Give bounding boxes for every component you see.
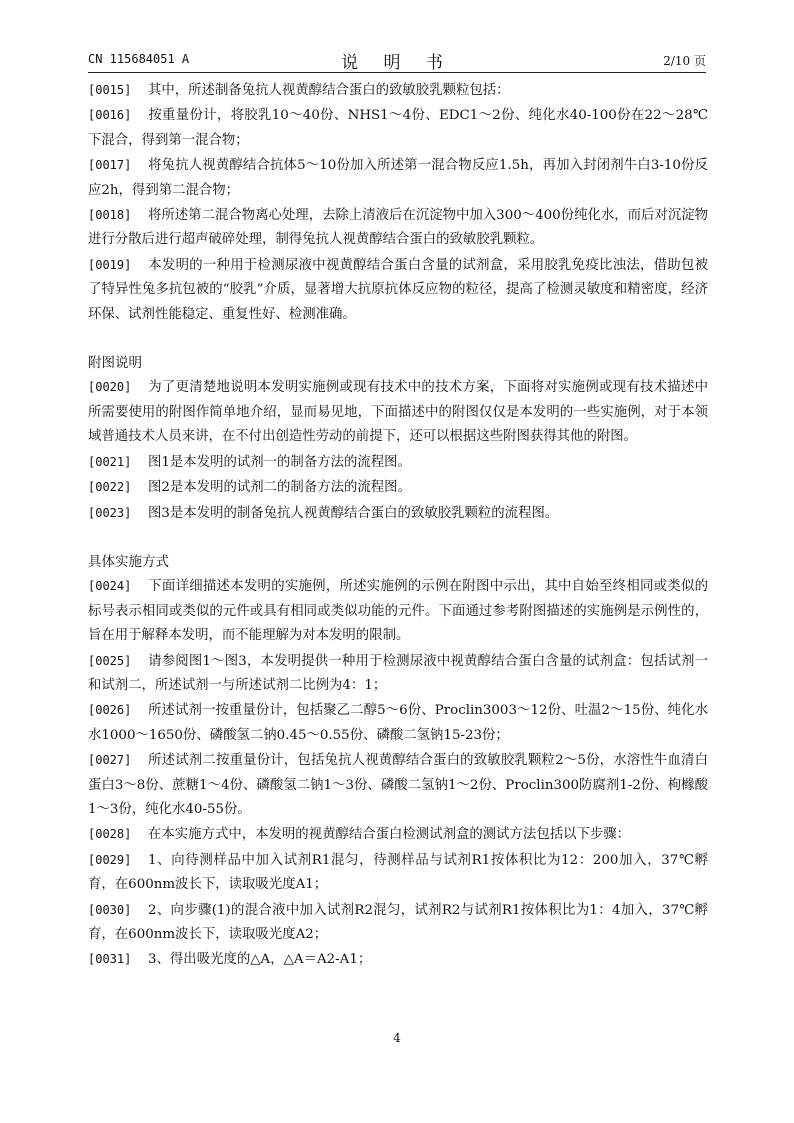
paragraph-number: [0024] bbox=[88, 579, 132, 594]
paragraph bbox=[88, 748, 708, 822]
paragraph bbox=[88, 501, 708, 526]
paragraph-number: [0030] bbox=[88, 902, 132, 917]
paragraph-number: [0015] bbox=[88, 83, 132, 97]
paragraph-text: 图2是本发明的试剂二的制备方法的流程图。 bbox=[148, 480, 411, 496]
paragraph-text: 所述试剂二按重量份计，包括兔抗人视黄醇结合蛋白的致敏胶乳颗粒2～5份，水溶性牛血清白蛋白3～8份、蔗糖1～4份、磷酸氢二钠1～3份、磷酸二氢钠1～2份、Proclin300防腐剂1-2份、枸橼酸1～3份，纯化水40-55份。 bbox=[88, 753, 708, 817]
paragraph bbox=[88, 375, 708, 449]
paragraph-text: 下面详细描述本发明的实施例，所述实施例的示例在附图中示出，其中自始至终相同或类似的标号表示相同或类似的元件或具有相同或类似功能的元件。下面通过参考附图描述的实施例是示例性的，旨在用于解释本发明，而不能理解为对本发明的限制。 bbox=[88, 579, 708, 644]
paragraph bbox=[88, 103, 708, 153]
paragraph bbox=[88, 848, 708, 898]
paragraph-number: [0031] bbox=[88, 952, 132, 967]
paragraph-text: 图1是本发明的试剂一的制备方法的流程图。 bbox=[148, 454, 411, 470]
paragraph bbox=[88, 947, 708, 972]
document-title: 说 明 书 bbox=[341, 53, 453, 73]
document-body bbox=[88, 78, 708, 973]
paragraph-number: [0025] bbox=[88, 653, 132, 668]
paragraph-number: [0023] bbox=[88, 505, 132, 520]
paragraph bbox=[88, 253, 708, 327]
paragraph-text: 在本实施方式中，本发明的视黄醇结合蛋白检测试剂盒的测试方法包括以下步骤： bbox=[148, 827, 631, 843]
paragraph-number: [0020] bbox=[88, 380, 132, 395]
page-header bbox=[88, 48, 706, 73]
paragraph-text: 本发明的一种用于检测尿液中视黄醇结合蛋白含量的试剂盒，采用胶乳免疫比浊法，借助包被了特异性兔多抗包被的“胶乳”介质，显著增大抗原抗体反应物的粒径，提高了检测灵敏度和精密度，经济环保、试剂性能稳定、重复性好、检测准确。 bbox=[88, 257, 708, 322]
page-indicator: 2/10 页 bbox=[663, 54, 706, 68]
paragraph-number: [0026] bbox=[88, 703, 132, 718]
paragraph-number: [0029] bbox=[88, 852, 132, 867]
paragraph bbox=[88, 898, 708, 948]
section-heading: 具体实施方式 bbox=[88, 553, 169, 570]
paragraph-number: [0022] bbox=[88, 480, 132, 495]
paragraph-number: [0019] bbox=[88, 257, 132, 272]
header-divider bbox=[88, 72, 706, 73]
paragraph bbox=[88, 649, 708, 699]
section-heading: 附图说明 bbox=[88, 355, 142, 372]
paragraph-text: 将所述第二混合物离心处理，去除上清液后在沉淀物中加入300～400份纯化水，而后对沉淀物进行分散后进行超声破碎处理，制得兔抗人视黄醇结合蛋白的致敏胶乳颗粒。 bbox=[88, 208, 708, 248]
document-number: CN 115684051 A bbox=[88, 52, 190, 66]
paragraph-text: 请参阅图1～图3，本发明提供一种用于检测尿液中视黄醇结合蛋白含量的试剂盒：包括试剂一和试剂二，所述试剂一与所述试剂二比例为4：1； bbox=[88, 653, 708, 693]
paragraph-text: 所述试剂一按重量份计，包括聚乙二醇5～6份、Proclin3003～12份、吐温2～15份、纯化水水1000～1650份、磷酸氢二钠0.45～0.55份、磷酸二氢钠15-23份； bbox=[88, 703, 708, 743]
paragraph bbox=[88, 698, 708, 748]
paragraph-number: [0018] bbox=[88, 208, 132, 223]
paragraph-text: 3、得出吸光度的△A，△A＝A2-A1； bbox=[148, 952, 372, 968]
paragraph bbox=[88, 203, 708, 253]
paragraph bbox=[88, 475, 708, 500]
page-number: 4 bbox=[393, 1031, 401, 1045]
paragraph-text: 为了更清楚地说明本发明实施例或现有技术中的技术方案，下面将对实施例或现有技术描述中所需要使用的附图作简单地介绍，显而易见地，下面描述中的附图仅仅是本发明的一些实施例，对于本领域普通技术人员来讲，在不付出创造性劳动的前提下，还可以根据这些附图获得其他的附图。 bbox=[88, 380, 708, 445]
paragraph-text: 按重量份计，将胶乳10～40份、NHS1～4份、EDC1～2份、纯化水40-100份在22～28℃下混合，得到第一混合物； bbox=[88, 108, 708, 148]
paragraph-number: [0021] bbox=[88, 454, 132, 469]
paragraph-text: 其中，所述制备兔抗人视黄醇结合蛋白的致敏胶乳颗粒包括： bbox=[148, 83, 510, 98]
paragraph-text: 1、向待测样品中加入试剂R1混匀，待测样品与试剂R1按体积比为12：200加入，37℃孵育，在600nm波长下，读取吸光度A1； bbox=[88, 852, 708, 893]
paragraph-number: [0017] bbox=[88, 158, 132, 173]
paragraph bbox=[88, 450, 708, 475]
paragraph bbox=[88, 574, 708, 648]
paragraph-number: [0028] bbox=[88, 827, 132, 842]
paragraph bbox=[88, 822, 708, 847]
paragraph-text: 将兔抗人视黄醇结合抗体5～10份加入所述第一混合物反应1.5h，再加入封闭剂牛白3-10份反应2h，得到第二混合物； bbox=[88, 158, 708, 198]
paragraph-text: 2、向步骤(1)的混合液中加入试剂R2混匀，试剂R2与试剂R1按体积比为1：4加入，37℃孵育，在600nm波长下，读取吸光度A2； bbox=[88, 902, 708, 942]
paragraph-number: [0016] bbox=[88, 108, 132, 123]
paragraph bbox=[88, 153, 708, 203]
paragraph bbox=[88, 78, 708, 103]
paragraph-text: 图3是本发明的制备兔抗人视黄醇结合蛋白的致敏胶乳颗粒的流程图。 bbox=[148, 505, 559, 521]
paragraph-number: [0027] bbox=[88, 753, 132, 768]
